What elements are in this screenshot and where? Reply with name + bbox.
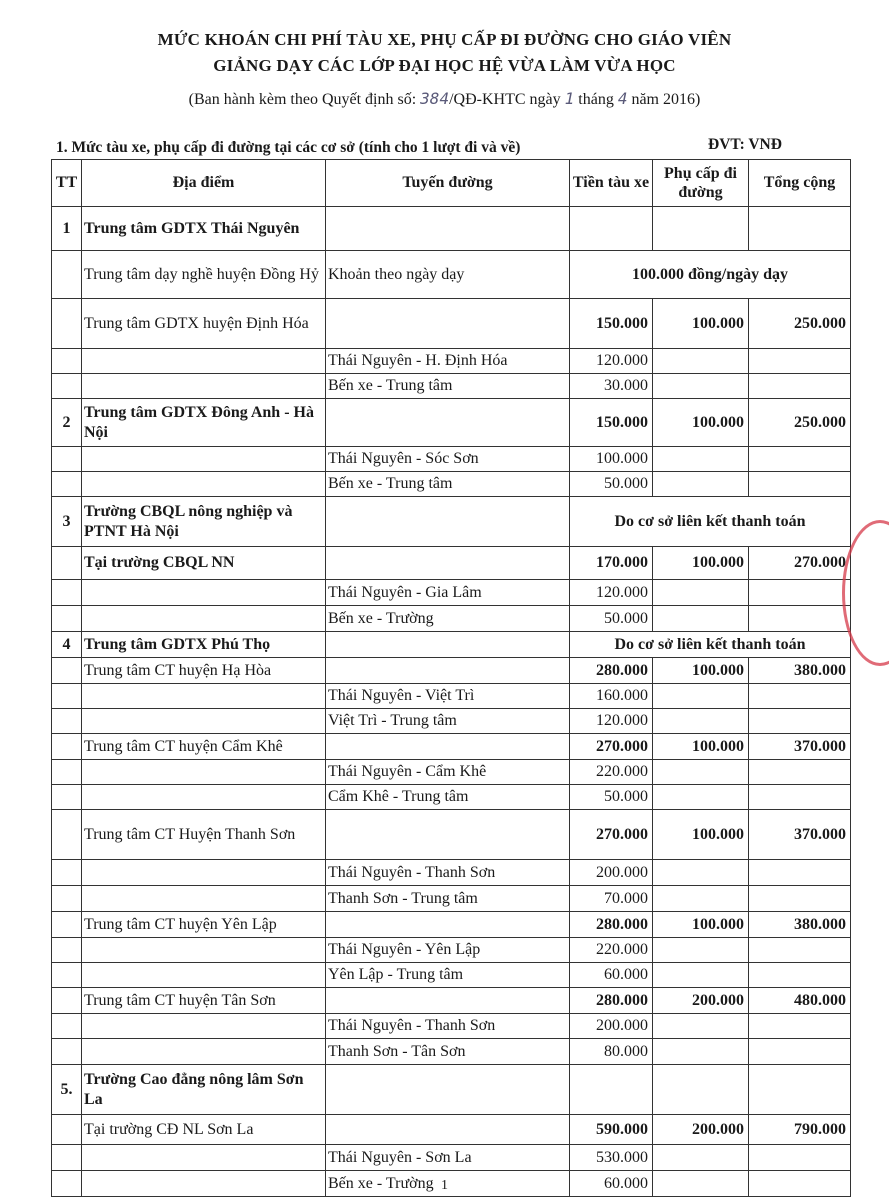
cell-allowance (653, 709, 749, 734)
table-row (52, 447, 851, 472)
cell-tt (52, 684, 82, 709)
unit-label: ĐVT: VNĐ (708, 136, 782, 153)
table-row (52, 810, 851, 860)
cell-fare: 100.000 (570, 447, 653, 472)
cell-allowance: 100.000 (653, 734, 749, 760)
table-row (52, 912, 851, 938)
cell-total: 250.000 (749, 399, 851, 447)
cell-fare: 220.000 (570, 760, 653, 785)
cell-tt (52, 472, 82, 497)
table-row (52, 1039, 851, 1065)
cell-fare: 200.000 (570, 1014, 653, 1039)
cell-route: Thanh Sơn - Trung tâm (326, 886, 570, 912)
cell-route: Thái Nguyên - Thanh Sơn (326, 1014, 570, 1039)
cell-fare: 280.000 (570, 658, 653, 684)
cell-total (749, 1014, 851, 1039)
cell-fare: 50.000 (570, 472, 653, 497)
cell-tt (52, 1014, 82, 1039)
table-row (52, 658, 851, 684)
cell-place: Tại trường CĐ NL Sơn La (82, 1115, 326, 1145)
table-row (52, 1014, 851, 1039)
cell-place: Trung tâm CT huyện Hạ Hòa (82, 658, 326, 684)
cell-total (749, 349, 851, 374)
cell-fare: 50.000 (570, 606, 653, 632)
table-row (52, 938, 851, 963)
cell-route (326, 1115, 570, 1145)
cell-tt (52, 860, 82, 886)
table-row (52, 988, 851, 1014)
cell-tt: 4 (52, 632, 82, 658)
cell-allowance (653, 684, 749, 709)
cell-place: Trường Cao đẳng nông lâm Sơn La (82, 1065, 326, 1115)
cell-fare: 280.000 (570, 988, 653, 1014)
cell-total (749, 886, 851, 912)
cell-place: Trung tâm CT huyện Cẩm Khê (82, 734, 326, 760)
cell-allowance (653, 580, 749, 606)
cell-place: Trung tâm GDTX Đông Anh - Hà Nội (82, 399, 326, 447)
cell-route: Yên Lập - Trung tâm (326, 963, 570, 988)
cell-tt (52, 299, 82, 349)
document-title-line1: MỨC KHOÁN CHI PHÍ TÀU XE, PHỤ CẤP ĐI ĐƯỜNG CHO GIÁO VIÊN (157, 30, 732, 49)
cell-place: Tại trường CBQL NN (82, 547, 326, 580)
cell-route: Bến xe - Trung tâm (326, 472, 570, 497)
cell-tt (52, 547, 82, 580)
cell-route: Bến xe - Trường (326, 1171, 570, 1197)
cell-merged-note: Do cơ sở liên kết thanh toán (570, 632, 851, 658)
cell-allowance: 100.000 (653, 658, 749, 684)
cell-place (82, 374, 326, 399)
cell-total: 480.000 (749, 988, 851, 1014)
cell-total (749, 580, 851, 606)
table-row (52, 760, 851, 785)
table-row (52, 497, 851, 547)
cell-allowance (653, 1065, 749, 1115)
header-route: Tuyến đường (326, 160, 570, 207)
cell-tt (52, 810, 82, 860)
cell-allowance (653, 349, 749, 374)
cell-place (82, 963, 326, 988)
cell-route (326, 399, 570, 447)
cell-allowance (653, 785, 749, 810)
cell-route: Cẩm Khê - Trung tâm (326, 785, 570, 810)
decree-month: 4 (617, 89, 628, 108)
cell-allowance (653, 1145, 749, 1171)
table-row (52, 709, 851, 734)
cell-total (749, 1039, 851, 1065)
cell-allowance (653, 374, 749, 399)
cell-route (326, 632, 570, 658)
cell-merged-rate: 100.000 đồng/ngày dạy (570, 251, 851, 299)
decree-day: 1 (564, 89, 575, 108)
cell-fare: 270.000 (570, 810, 653, 860)
section-title: 1. Mức tàu xe, phụ cấp đi đường tại các cơ sở (tính cho 1 lượt đi và về) (56, 139, 521, 156)
cell-total (749, 1145, 851, 1171)
cell-allowance: 100.000 (653, 912, 749, 938)
table-row (52, 684, 851, 709)
cell-total: 380.000 (749, 658, 851, 684)
cell-place (82, 785, 326, 810)
cell-allowance: 100.000 (653, 399, 749, 447)
cell-allowance (653, 938, 749, 963)
cell-route (326, 810, 570, 860)
cell-allowance (653, 760, 749, 785)
cell-place: Trung tâm GDTX Thái Nguyên (82, 207, 326, 251)
cell-fare: 200.000 (570, 860, 653, 886)
decree-prefix: (Ban hành kèm theo Quyết định số: (188, 91, 417, 108)
cell-tt (52, 606, 82, 632)
table-row (52, 547, 851, 580)
cell-route: Thái Nguyên - Sóc Sơn (326, 447, 570, 472)
cell-fare (570, 207, 653, 251)
cell-merged-note: Do cơ sở liên kết thanh toán (570, 497, 851, 547)
cell-route: Bến xe - Trung tâm (326, 374, 570, 399)
cell-allowance: 100.000 (653, 299, 749, 349)
cell-place: Trung tâm CT huyện Yên Lập (82, 912, 326, 938)
table-row (52, 1145, 851, 1171)
cell-tt (52, 785, 82, 810)
cell-total (749, 860, 851, 886)
cell-place: Trung tâm CT huyện Tân Sơn (82, 988, 326, 1014)
cell-total (749, 606, 851, 632)
cell-total: 380.000 (749, 912, 851, 938)
cell-total (749, 1065, 851, 1115)
cell-route: Thanh Sơn - Tân Sơn (326, 1039, 570, 1065)
decree-month-label: tháng (578, 91, 614, 108)
cell-tt (52, 374, 82, 399)
cell-tt (52, 963, 82, 988)
cell-total (749, 938, 851, 963)
cost-table (51, 159, 851, 1197)
cell-tt (52, 760, 82, 785)
cell-fare: 120.000 (570, 580, 653, 606)
table-row (52, 632, 851, 658)
cell-route: Bến xe - Trường (326, 606, 570, 632)
cell-route: Khoản theo ngày dạy (326, 251, 570, 299)
cell-tt (52, 447, 82, 472)
cell-fare: 70.000 (570, 886, 653, 912)
cell-tt (52, 938, 82, 963)
cell-total: 270.000 (749, 547, 851, 580)
document-title-line2: GIẢNG DẠY CÁC LỚP ĐẠI HỌC HỆ VỪA LÀM VỪA HỌC (213, 56, 676, 75)
cell-tt (52, 886, 82, 912)
cell-tt (52, 349, 82, 374)
cell-total (749, 447, 851, 472)
cell-place: Trung tâm GDTX Phú Thọ (82, 632, 326, 658)
cell-fare: 160.000 (570, 684, 653, 709)
table-row (52, 251, 851, 299)
cell-route: Thái Nguyên - H. Định Hóa (326, 349, 570, 374)
cell-tt: 5. (52, 1065, 82, 1115)
cell-place (82, 1145, 326, 1171)
header-total: Tổng cộng (749, 160, 851, 207)
table-row (52, 860, 851, 886)
cell-allowance (653, 886, 749, 912)
cell-place (82, 760, 326, 785)
cell-fare: 280.000 (570, 912, 653, 938)
cell-total (749, 684, 851, 709)
cell-allowance: 200.000 (653, 1115, 749, 1145)
header-fare: Tiền tàu xe (570, 160, 653, 207)
cell-fare: 530.000 (570, 1145, 653, 1171)
cell-fare: 50.000 (570, 785, 653, 810)
cell-route (326, 912, 570, 938)
cell-place: Trường CBQL nông nghiệp và PTNT Hà Nội (82, 497, 326, 547)
cell-place (82, 886, 326, 912)
cell-allowance (653, 472, 749, 497)
cell-allowance: 100.000 (653, 810, 749, 860)
cell-route: Việt Trì - Trung tâm (326, 709, 570, 734)
cell-route (326, 1065, 570, 1115)
table-row (52, 963, 851, 988)
cell-route (326, 299, 570, 349)
cell-route (326, 547, 570, 580)
cell-total (749, 963, 851, 988)
cell-total (749, 472, 851, 497)
cell-fare: 60.000 (570, 963, 653, 988)
cell-route (326, 988, 570, 1014)
header-tt: TT (52, 160, 82, 207)
cell-place (82, 1014, 326, 1039)
cell-fare: 120.000 (570, 349, 653, 374)
cell-allowance (653, 606, 749, 632)
table-row (52, 299, 851, 349)
cell-tt (52, 251, 82, 299)
decree-suffix: năm 2016) (631, 91, 701, 108)
cell-route: Thái Nguyên - Gia Lâm (326, 580, 570, 606)
table-row (52, 1115, 851, 1145)
cell-fare: 80.000 (570, 1039, 653, 1065)
cell-fare: 120.000 (570, 709, 653, 734)
cell-tt: 1 (52, 207, 82, 251)
cell-route (326, 658, 570, 684)
table-header-row (52, 160, 851, 207)
cell-total (749, 374, 851, 399)
cell-route: Thái Nguyên - Cẩm Khê (326, 760, 570, 785)
cell-fare: 270.000 (570, 734, 653, 760)
cell-route: Thái Nguyên - Sơn La (326, 1145, 570, 1171)
table-row (52, 785, 851, 810)
cell-tt: 3 (52, 497, 82, 547)
cell-fare: 170.000 (570, 547, 653, 580)
cell-tt (52, 1145, 82, 1171)
cell-place (82, 472, 326, 497)
cell-fare: 220.000 (570, 938, 653, 963)
cell-fare (570, 1065, 653, 1115)
cell-route: Thái Nguyên - Yên Lập (326, 938, 570, 963)
cell-allowance (653, 963, 749, 988)
table-row (52, 374, 851, 399)
cell-place (82, 349, 326, 374)
header-allowance: Phụ cấp đi đường (653, 160, 749, 207)
cell-allowance (653, 860, 749, 886)
table-row (52, 472, 851, 497)
table-row (52, 734, 851, 760)
cell-place: Trung tâm GDTX huyện Định Hóa (82, 299, 326, 349)
cell-fare: 590.000 (570, 1115, 653, 1145)
cell-fare: 150.000 (570, 299, 653, 349)
table-row (52, 886, 851, 912)
cell-total (749, 709, 851, 734)
cell-route: Thái Nguyên - Thanh Sơn (326, 860, 570, 886)
cell-allowance (653, 1014, 749, 1039)
table-row (52, 349, 851, 374)
decree-reference (0, 89, 889, 109)
cell-place (82, 860, 326, 886)
cell-place (82, 684, 326, 709)
cell-allowance (653, 207, 749, 251)
cell-tt (52, 912, 82, 938)
cell-place: Trung tâm CT Huyện Thanh Sơn (82, 810, 326, 860)
table-row (52, 580, 851, 606)
cell-tt: 2 (52, 399, 82, 447)
page-number: 1 (441, 1178, 448, 1193)
cell-tt (52, 709, 82, 734)
header-place: Địa điểm (82, 160, 326, 207)
cell-tt (52, 580, 82, 606)
cell-total: 370.000 (749, 734, 851, 760)
cell-fare: 60.000 (570, 1171, 653, 1197)
decree-number: 384 (420, 89, 450, 108)
cell-total: 790.000 (749, 1115, 851, 1145)
cell-route (326, 734, 570, 760)
table-row (52, 207, 851, 251)
cell-place (82, 1039, 326, 1065)
table-row (52, 399, 851, 447)
cell-route (326, 497, 570, 547)
cell-route (326, 207, 570, 251)
cell-route: Thái Nguyên - Việt Trì (326, 684, 570, 709)
cell-tt (52, 1115, 82, 1145)
table-row (52, 606, 851, 632)
cell-place: Trung tâm dạy nghề huyện Đồng Hỷ (82, 251, 326, 299)
cell-place (82, 938, 326, 963)
cell-total (749, 207, 851, 251)
decree-mid: /QĐ-KHTC ngày (449, 91, 561, 108)
cell-allowance: 100.000 (653, 547, 749, 580)
cell-tt (52, 988, 82, 1014)
cell-fare: 30.000 (570, 374, 653, 399)
cell-total: 250.000 (749, 299, 851, 349)
cell-place (82, 709, 326, 734)
cell-total: 370.000 (749, 810, 851, 860)
cell-allowance (653, 447, 749, 472)
table-row (52, 1065, 851, 1115)
cell-allowance: 200.000 (653, 988, 749, 1014)
cell-allowance (653, 1039, 749, 1065)
cell-tt (52, 658, 82, 684)
cell-fare: 150.000 (570, 399, 653, 447)
cell-tt (52, 1039, 82, 1065)
cell-place (82, 447, 326, 472)
cell-place (82, 580, 326, 606)
cell-total (749, 785, 851, 810)
cell-tt (52, 734, 82, 760)
cell-total (749, 760, 851, 785)
cell-place (82, 606, 326, 632)
